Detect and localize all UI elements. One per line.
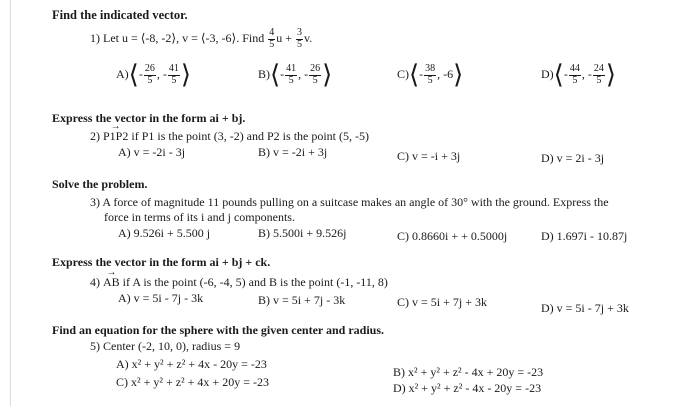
q2-choice-b: B) v = -2i + 3j [258,145,328,159]
q1-suffix: v. [304,30,313,45]
q1-fraction-3-5: $\frac{3}{5}$ [297,27,303,50]
q5-choice-a: A) x² + y² + z² + 4x - 20y = -23 [116,357,267,371]
question-3-line2: force in terms of its i and j components. [104,210,295,224]
q5-choice-b: B) x² + y² + z² - 4x + 20y = -23 [393,365,544,379]
section-heading-solve: Solve the problem. [52,177,148,191]
question-1 [90,28,312,50]
q1-choice-c: C)⟨- $\frac{38}{5}$ , -6⟩ [397,60,464,89]
left-margin-line [10,0,11,406]
q3-choice-a: A) 9.526i + 5.500 j [118,226,211,240]
vector-ab: → AB [103,276,120,290]
section-heading-vectors: Find the indicated vector. [52,8,188,22]
q4-choice-a: A) v = 5i - 7j - 3k [118,291,204,305]
q1-fraction-4-5: $\frac{4}{5}$ [269,27,275,50]
question-4: 4) → AB if A is the point (-6, -4, 5) and B is the point (-1, -11, 8) [90,276,388,290]
q1-choice-b: B)⟨- $\frac{41}{5}$ , - $\frac{26}{5}$ ⟩ [258,60,333,89]
q2-choice-d: D) v = 2i - 3j [541,151,605,165]
q5-choice-d: D) x² + y² + z² - 4x - 20y = -23 [393,381,542,395]
q1-prefix: 1) Let u = ⟨-8, -2⟩, v = ⟨-3, -6⟩. Find [90,30,265,45]
vector-p1p2: → P1P2 [103,130,128,144]
q4-choice-c: C) v = 5i + 7j + 3k [397,295,487,309]
q3-choice-b: B) 5.500i + 9.526j [258,226,347,240]
q1-choice-a: A)⟨- $\frac{26}{5}$ , - $\frac{41}{5}$ ⟩ [116,60,191,89]
question-3-line1: 3) A force of magnitude 11 pounds pulling on a suitcase makes an angle of 30° with the ground. Express the [90,195,609,209]
q5-choice-c: C) x² + y² + z² + 4x + 20y = -23 [116,375,269,389]
section-heading-ai-bj-ck: Express the vector in the form ai + bj + ck. [52,255,271,269]
q4-choice-b: B) v = 5i + 7j - 3k [258,293,346,307]
section-heading-sphere: Find an equation for the sphere with the given center and radius. [52,323,385,337]
q4-choice-d: D) v = 5i - 7j + 3k [541,301,629,315]
q1-choice-d: D)⟨- $\frac{44}{5}$ , - $\frac{24}{5}$ ⟩ [541,60,616,89]
q2-choice-c: C) v = -i + 3j [397,149,461,163]
q3-choice-c: C) 0.8660i + + 0.5000j [397,229,508,243]
q1-mid: u + [276,30,293,45]
question-2: 2) → P1P2 if P1 is the point (3, -2) and P2 is the point (5, -5) [90,130,369,144]
q3-choice-d: D) 1.697i - 10.87j [541,229,628,243]
section-heading-ai-bj: Express the vector in the form ai + bj. [52,111,246,125]
q2-choice-a: A) v = -2i - 3j [118,145,186,159]
question-5: 5) Center (-2, 10, 0), radius = 9 [90,339,241,353]
